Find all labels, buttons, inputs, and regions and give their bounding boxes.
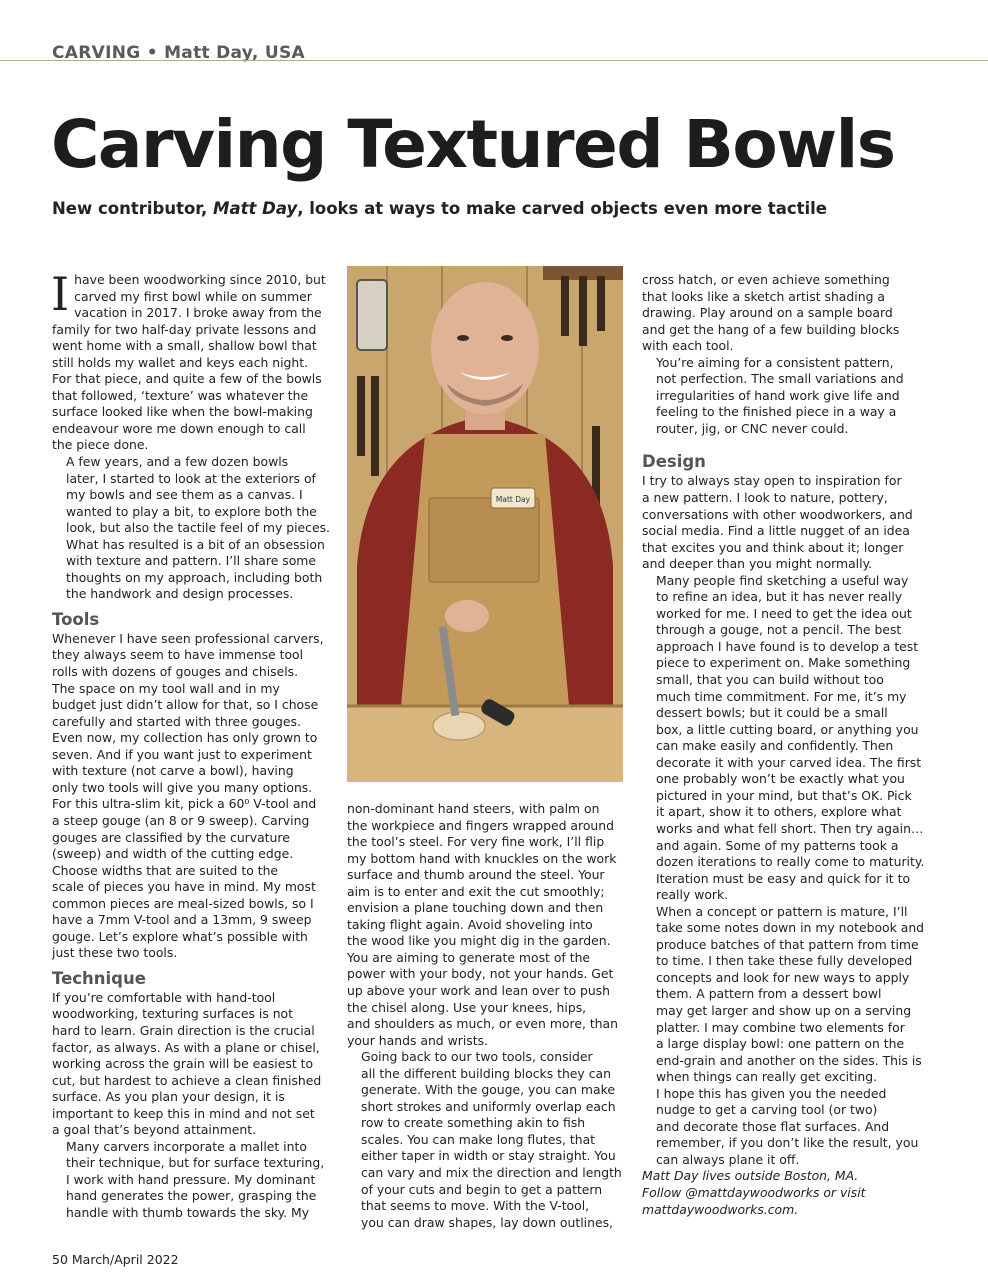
text-line: your hands and wrists. [347, 1032, 488, 1048]
text-line: pictured in your mind, but that’s OK. Pick [656, 787, 912, 803]
text-line: woodworking, texturing surfaces is not [52, 1006, 294, 1022]
deck-prefix: New contributor, [52, 199, 214, 218]
text-line: gouges are classified by the curvature [52, 829, 290, 845]
text-line: the wood like you might dig in the garden. [347, 933, 611, 949]
paragraph [642, 355, 932, 438]
text-line: a goal that’s beyond attainment. [52, 1122, 257, 1138]
name-tag-text: Matt Day [495, 495, 531, 504]
text-line: carved my first bowl while on summer [74, 288, 312, 304]
text-line: only two tools will give you many options. [52, 779, 313, 795]
text-line: gouge. Let’s explore what’s possible with [52, 928, 308, 944]
text-line: If you’re comfortable with hand-tool [52, 989, 276, 1005]
text-line: with texture and pattern. I’ll share some [66, 553, 317, 569]
text-line: Matt Day lives outside Boston, MA. [642, 1168, 859, 1184]
text-line: a new pattern. I look to nature, pottery, [642, 490, 888, 506]
text-line: A few years, and a few dozen bowls [66, 454, 289, 470]
text-line: it apart, show it to others, explore what [656, 804, 902, 820]
text-line: works and what fell short. Then try again… [656, 820, 924, 836]
text-line: and get the hang of a few building blocks [642, 321, 900, 337]
text-line: piece to experiment on. Make something [656, 655, 911, 671]
text-line: You are aiming to generate most of the [347, 949, 591, 965]
text-line: may get larger and show up on a serving [656, 1002, 912, 1018]
text-line: For this ultra-slim kit, pick a 60⁰ V-tool and [52, 796, 317, 812]
text-line: mattdaywoodworks.com. [642, 1201, 799, 1217]
text-line: nudge to get a carving tool (or two) [656, 1102, 878, 1118]
drop-cap: I [51, 267, 70, 321]
section-heading-tools: Tools [52, 609, 100, 629]
text-line: have been woodworking since 2010, but [74, 272, 326, 287]
head [431, 282, 539, 414]
text-line: you can draw shapes, lay down outlines, [361, 1214, 613, 1230]
text-line: Follow @mattdaywoodworks or visit [642, 1184, 866, 1200]
text-line: the tool’s steel. For very fine work, I’ll flip [347, 834, 605, 850]
paragraph [642, 573, 932, 904]
text-line: really work. [656, 887, 729, 903]
text-line: surface. As you plan your design, it is [52, 1089, 285, 1105]
text-line: Whenever I have seen professional carvers, [52, 630, 324, 646]
text-line: irregularities of hand work give life and [656, 387, 900, 403]
column-3 [642, 272, 932, 1218]
page-folio: 50 March/April 2022 [52, 1252, 179, 1267]
text-line: thoughts on my approach, including both [66, 569, 323, 585]
text-line: remember, if you don’t like the result, you [656, 1135, 919, 1151]
hand [445, 600, 489, 632]
text-line: handle with thumb towards the sky. My [66, 1204, 310, 1220]
text-line: Going back to our two tools, consider [361, 1049, 593, 1065]
text-line: one probably won’t be exactly what you [656, 771, 905, 787]
text-line: carefully and started with three gouges. [52, 713, 301, 729]
text-line: they always seem to have immense tool [52, 647, 304, 663]
text-line: either taper in width or stay straight. You [361, 1148, 616, 1164]
right-eye [501, 335, 513, 341]
section-heading-technique: Technique [52, 968, 146, 988]
text-line: the piece done. [52, 437, 149, 453]
text-line: Even now, my collection has only grown to [52, 730, 318, 746]
text-line: What has resulted is a bit of an obsession [66, 536, 325, 552]
text-line: when things can really get exciting. [656, 1069, 878, 1085]
text-line: a large display bowl: one pattern on the [656, 1036, 905, 1052]
text-line: I try to always stay open to inspiration for [642, 473, 902, 489]
text-line: (sweep) and width of the cutting edge. [52, 846, 294, 862]
left-eye [457, 335, 469, 341]
section-kicker: CARVING • Matt Day, USA [52, 43, 305, 63]
deck-suffix: , looks at ways to make carved objects even more tactile [297, 199, 827, 218]
text-line: For that piece, and quite a few of the bowls [52, 371, 322, 387]
text-line: endeavour wore me down enough to call [52, 420, 306, 436]
text-line: scales. You can make long flutes, that [361, 1131, 596, 1147]
paragraph [52, 990, 342, 1139]
text-line: small, that you can build without too [656, 672, 884, 688]
text-line: When a concept or pattern is mature, I’ll [656, 903, 908, 919]
text-line: that excites you and think about it; longer [642, 539, 904, 555]
text-line: conversations with other woodworkers, and [642, 506, 913, 522]
text-line: later, I started to look at the exteriors of [66, 470, 316, 486]
deck-author: Matt Day [213, 199, 298, 218]
text-line: Iteration must be easy and quick for it to [656, 870, 911, 886]
text-line: cut, but hardest to achieve a clean finished [52, 1072, 322, 1088]
text-line: box, a little cutting board, or anything you [656, 721, 919, 737]
text-line: worked for me. I need to get the idea out [656, 605, 912, 621]
text-line: vacation in 2017. I broke away from the [74, 305, 322, 321]
text-line: up above your work and lean over to push [347, 983, 610, 999]
text-line: concepts and look for new ways to apply [656, 969, 910, 985]
text-line: social media. Find a little nugget of an idea [642, 523, 910, 539]
text-line: them. A pattern from a dessert bowl [656, 986, 882, 1002]
text-line: that seems to move. With the V-tool, [361, 1198, 590, 1214]
intro-lines-rest [52, 322, 342, 454]
text-line: envision a plane touching down and then [347, 900, 604, 916]
text-line: decorate it with your carved idea. The first [656, 754, 922, 770]
text-line: generate. With the gouge, you can make [361, 1082, 615, 1098]
author-bio [642, 1168, 932, 1218]
text-line: not perfection. The small variations and [656, 371, 904, 387]
hanging-saw-icon [357, 280, 387, 350]
paragraph [347, 1049, 625, 1231]
text-line: non-dominant hand steers, with palm on [347, 801, 600, 816]
text-line: of your cuts and begin to get a pattern [361, 1181, 603, 1197]
text-line: feeling to the finished piece in a way a [656, 404, 897, 420]
text-line: went home with a small, shallow bowl that [52, 338, 317, 354]
text-line: factor, as always. As with a plane or chisel, [52, 1039, 320, 1055]
text-line: all the different building blocks they can [361, 1065, 611, 1081]
text-line: family for two half-day private lessons and [52, 321, 317, 337]
paragraph [642, 272, 932, 355]
section-heading-design: Design [642, 452, 706, 472]
text-line: Choose widths that are suited to the [52, 862, 279, 878]
text-line: aim is to enter and exit the cut smoothly; [347, 883, 605, 899]
text-line: through a gouge, not a pencil. The best [656, 622, 902, 638]
text-line: taking flight again. Avoid shoveling into [347, 916, 593, 932]
article-title: Carving Textured Bowls [51, 106, 895, 183]
apron-pocket [429, 498, 539, 582]
text-line: hard to learn. Grain direction is the crucial [52, 1022, 315, 1038]
workbench [347, 706, 623, 782]
text-line: surface looked like when the bowl-making [52, 404, 313, 420]
text-line: the chisel along. Use your knees, hips, [347, 999, 587, 1015]
text-line: router, jig, or CNC never could. [656, 420, 849, 436]
header-rule [0, 60, 988, 61]
text-line: still holds my wallet and keys each night. [52, 354, 309, 370]
text-line: the workpiece and fingers wrapped around [347, 817, 614, 833]
text-line: working across the grain will be easiest to [52, 1056, 314, 1072]
text-line: produce batches of that pattern from time [656, 936, 919, 952]
text-line: just these two tools. [52, 945, 178, 961]
carved-bowl [433, 712, 485, 740]
text-line: my bowls and see them as a canvas. I [66, 487, 303, 503]
text-line: to time. I then take these fully developed [656, 953, 913, 969]
text-line: common pieces are meal-sized bowls, so I [52, 895, 314, 911]
text-line: surface and thumb around the steel. Your [347, 867, 605, 883]
paragraph [52, 454, 342, 603]
column-2 [347, 801, 625, 1231]
text-line: platter. I may combine two elements for [656, 1019, 905, 1035]
paragraph [642, 473, 932, 572]
text-line: take some notes down in my notebook and [656, 920, 925, 936]
text-line: wanted to play a bit, to explore both the [66, 503, 317, 519]
text-line: cross hatch, or even achieve something [642, 272, 890, 287]
text-line: Many carvers incorporate a mallet into [66, 1138, 307, 1154]
text-line: their technique, but for surface texturing, [66, 1155, 325, 1171]
author-photo-illustration [347, 266, 623, 782]
paragraph [642, 904, 932, 1086]
paragraph [52, 631, 342, 962]
text-line: hand generates the power, grasping the [66, 1188, 317, 1204]
text-line: dozen iterations to really come to maturity. [656, 854, 925, 870]
paragraph [347, 801, 625, 1049]
intro-lines [51, 267, 342, 322]
column-1 [51, 267, 342, 1222]
text-line: have a 7mm V-tool and a 13mm, 9 sweep [52, 912, 312, 928]
paragraph [642, 1086, 932, 1169]
text-line: that followed, ‘texture’ was whatever the [52, 387, 309, 403]
article-deck [52, 199, 827, 218]
text-line: end-grain and another on the sides. This is [656, 1052, 922, 1068]
text-line: look, but also the tactile feel of my pieces. [66, 520, 330, 536]
text-line: the handwork and design processes. [66, 586, 294, 602]
text-line: can always plane it off. [656, 1151, 800, 1167]
text-line: with each tool. [642, 338, 734, 354]
text-line: power with your body, not your hands. Get [347, 966, 614, 982]
text-line: You’re aiming for a consistent pattern, [656, 354, 894, 370]
text-line: row to create something akin to fish [361, 1115, 586, 1131]
text-line: I work with hand pressure. My dominant [66, 1171, 316, 1187]
text-line: The space on my tool wall and in my [52, 680, 280, 696]
paragraph [52, 1139, 342, 1222]
text-line: that looks like a sketch artist shading a [642, 288, 885, 304]
text-line: rolls with dozens of gouges and chisels. [52, 664, 299, 680]
text-line: and decorate those flat surfaces. And [656, 1118, 890, 1134]
text-line: can vary and mix the direction and length [361, 1165, 622, 1181]
text-line: a steep gouge (an 8 or 9 sweep). Carving [52, 812, 310, 828]
text-line: scale of pieces you have in mind. My most [52, 879, 316, 895]
text-line: to refine an idea, but it has never really [656, 589, 903, 605]
text-line: important to keep this in mind and not set [52, 1105, 315, 1121]
text-line: and shoulders as much, or even more, than [347, 1016, 618, 1032]
text-line: drawing. Play around on a sample board [642, 305, 893, 321]
text-line: Many people find sketching a useful way [656, 572, 909, 588]
text-line: can make easily and confidently. Then [656, 738, 894, 754]
author-photo [347, 266, 623, 782]
text-line: with texture (not carve a bowl), having [52, 763, 294, 779]
text-line: and deeper than you might normally. [642, 556, 873, 572]
text-line: seven. And if you want just to experiment [52, 746, 312, 762]
intro-paragraph [51, 267, 342, 454]
text-line: much time commitment. For me, it’s my [656, 688, 907, 704]
text-line: I hope this has given you the needed [656, 1085, 887, 1101]
text-line: my bottom hand with knuckles on the work [347, 850, 617, 866]
text-line: dessert bowls; but it could be a small [656, 705, 888, 721]
text-line: and again. Some of my patterns took a [656, 837, 899, 853]
text-line: short strokes and uniformly overlap each [361, 1098, 616, 1114]
text-line: approach I have found is to develop a test [656, 638, 919, 654]
text-line: budget just didn’t allow for that, so I chose [52, 697, 319, 713]
